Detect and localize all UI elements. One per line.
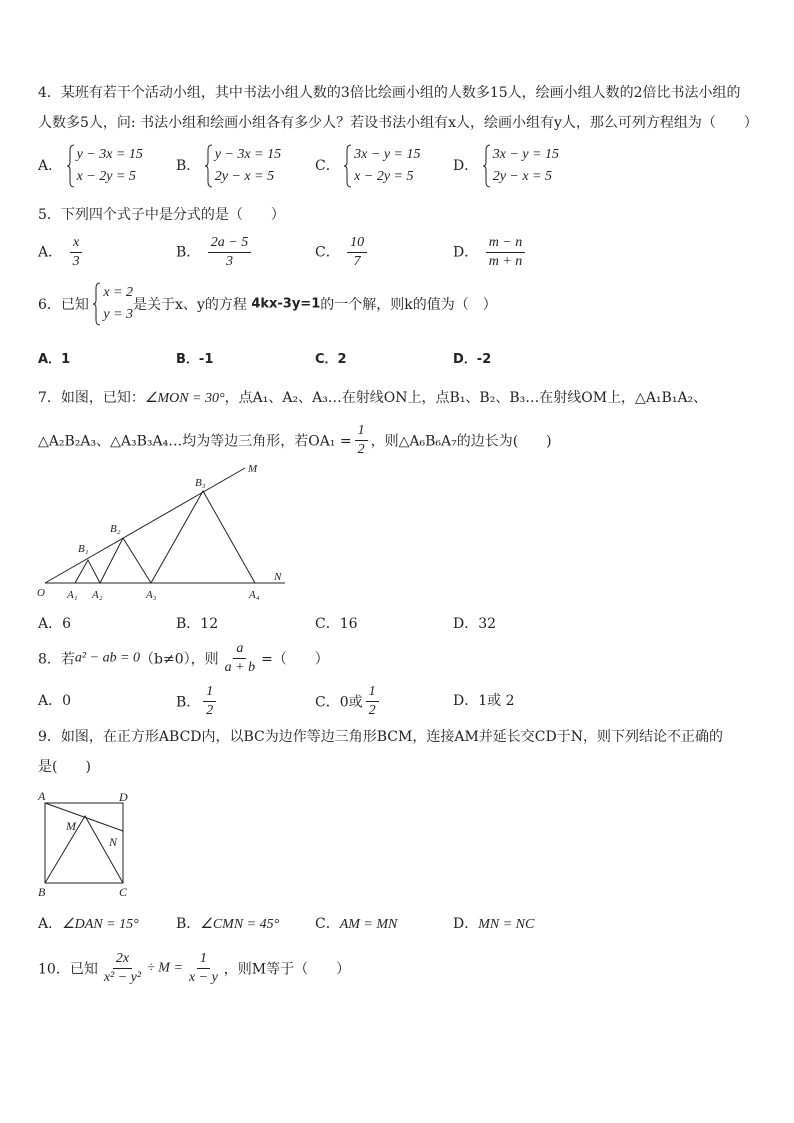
q7-angle: ∠MON = 30° (144, 391, 225, 406)
denominator: 3 (225, 254, 233, 269)
equation-system (344, 144, 420, 188)
option-value: ∠DAN = 15° (62, 917, 139, 932)
option-label: D． (453, 158, 479, 174)
label-n: N (109, 835, 118, 849)
q9-option-a[interactable] (38, 913, 139, 933)
option-label: A． (38, 244, 63, 261)
option-label: A． (38, 916, 63, 932)
denominator: 2 (206, 703, 214, 718)
label-m: M (66, 819, 76, 833)
q7-text-line2 (38, 422, 552, 459)
option-label: D． (453, 244, 479, 261)
option-label: C． (315, 244, 340, 261)
q7-prefix: 7．如图，已知： (38, 390, 145, 406)
numerator: 1 (197, 950, 210, 969)
q10-suffix: ，则M等于（ ） (223, 961, 351, 978)
q4-option-c[interactable] (315, 144, 421, 188)
fraction (70, 234, 83, 271)
q9-option-c[interactable] (315, 913, 397, 933)
q9-option-b[interactable] (176, 913, 279, 933)
q8-condition-rest: （b≠0），则 (140, 651, 219, 668)
label-a4: A₄ (249, 589, 260, 601)
q7-line2-suffix: ，则△A₆B₆A₇的边长为( ) (370, 433, 552, 450)
equation-1: y − 3x = 15 (76, 147, 143, 162)
numerator: 2x (113, 950, 132, 969)
q7-option-b[interactable] (176, 613, 218, 633)
q5-option-a[interactable] (38, 234, 86, 271)
fraction (203, 683, 216, 720)
option-label: C． (315, 916, 340, 932)
q10-operator: ÷ M = (147, 960, 183, 976)
q7-text-line1 (38, 385, 707, 412)
option-value: ∠CMN = 45° (200, 917, 280, 932)
fraction (347, 234, 367, 271)
option-value: 12 (200, 616, 219, 632)
brace-icon (67, 144, 75, 188)
option-label: A． (38, 616, 63, 632)
equation-system (67, 144, 143, 188)
q9-figure (30, 786, 140, 900)
denominator: 2 (368, 703, 376, 718)
equation-2: x − 2y = 5 (354, 169, 414, 184)
equation-system (483, 144, 559, 188)
label-a1: A₁ (67, 589, 78, 601)
option-label: A． (38, 158, 63, 174)
q4-option-b[interactable] (176, 144, 281, 188)
brace-icon (483, 144, 491, 188)
option-label: C． (315, 352, 338, 367)
q7-figure (30, 460, 300, 605)
label-c: C (119, 885, 128, 899)
brace-icon (344, 144, 352, 188)
q6-option-a[interactable] (38, 348, 70, 367)
q6-text (38, 282, 497, 326)
option-value: 2 (337, 352, 347, 367)
brace-icon (93, 282, 101, 326)
option-value: 0或 (339, 694, 363, 711)
q8-condition: a² − ab = 0 (74, 650, 141, 666)
option-value: 6 (62, 616, 72, 632)
q6-mid: 是关于x、y的方程 (133, 297, 247, 313)
q5-option-b[interactable] (176, 234, 254, 271)
q9-text-line1: 9．如图，在正方形ABCD内，以BC为边作等边三角形BCM，连接AM并延长交CD于N，则下列结论不正确的 (38, 729, 723, 745)
fraction (366, 683, 379, 720)
equation-2: 2y − x = 5 (214, 169, 275, 184)
q5-text: 5．下列四个式子中是分式的是（ ） (38, 207, 285, 223)
fraction-1 (101, 950, 144, 987)
q6-option-c[interactable] (315, 348, 347, 367)
option-label: D． (453, 352, 477, 367)
triangle-bcm (45, 816, 123, 883)
equation-system (93, 282, 133, 326)
option-value: 16 (339, 616, 358, 632)
fraction (486, 234, 526, 271)
q7-option-d[interactable] (453, 613, 496, 633)
q5-option-c[interactable] (315, 234, 370, 271)
fraction (222, 640, 258, 677)
denominator: 3 (72, 254, 80, 269)
equation-system (205, 144, 281, 188)
numerator: 1 (203, 683, 216, 702)
q10-text (38, 950, 350, 987)
denominator: x² − y² (103, 970, 142, 985)
numerator: a (233, 640, 246, 659)
label-n: N (274, 571, 282, 583)
label-d: D (119, 790, 128, 804)
q5-option-d[interactable] (453, 234, 528, 271)
option-label: B． (176, 916, 201, 932)
numerator: 1 (366, 683, 379, 702)
q7-option-c[interactable] (315, 613, 358, 633)
equation-2: 2y − x = 5 (492, 169, 553, 184)
option-label: B． (176, 352, 199, 367)
label-b: B (38, 885, 46, 899)
q8-option-b[interactable] (176, 683, 219, 720)
q4-text-line2: 人数多5人，问: 书法小组和绘画小组各有多少人？若设书法小组有x人，绘画小组有y人，那么可列方程组为（ ） (38, 115, 758, 131)
fraction (355, 422, 368, 459)
option-label: D． (453, 616, 479, 632)
q4-option-d[interactable] (453, 144, 559, 188)
numerator: 1 (355, 422, 368, 441)
q8-text (38, 640, 329, 677)
numerator: m − n (486, 234, 526, 253)
equation-1: x = 2 (103, 285, 134, 300)
label-a3: A₃ (146, 589, 157, 601)
line-an (45, 803, 123, 831)
q7-line1-rest: ，点A₁、A₂、A₃…在射线ON上，点B₁、B₂、B₃…在射线OM上，△A₁B₁A₂、 (224, 390, 708, 406)
option-label: C． (315, 694, 340, 711)
option-label: B． (176, 244, 201, 261)
q6-equation: 4kx-3y=1 (251, 296, 321, 312)
fraction (208, 234, 251, 271)
option-label: B． (176, 694, 201, 711)
q6-option-d[interactable] (453, 348, 491, 367)
option-value: AM = MN (339, 917, 398, 932)
label-m: M (248, 463, 258, 475)
q8-option-a[interactable] (38, 690, 71, 710)
q7-line2-prefix: △A₂B₂A₃、△A₃B₃A₄…均为等边三角形，若OA₁ = (38, 433, 352, 450)
option-label: B． (176, 158, 201, 174)
q8-option-c[interactable] (315, 683, 382, 720)
option-label: D． (453, 693, 479, 709)
option-value: 32 (478, 616, 497, 632)
numerator: 2a − 5 (208, 234, 251, 253)
q4-text-line1: 4．某班有若干个活动小组，其中书法小组人数的3倍比绘画小组的人数多15人，绘画小组人数的2倍比书法小组的 (38, 85, 741, 101)
q8-option-d[interactable] (453, 690, 515, 710)
option-value: 1或 2 (478, 693, 515, 709)
label-b3: B₃ (195, 477, 206, 489)
option-value: -2 (476, 352, 492, 367)
equation-1: y − 3x = 15 (214, 147, 282, 162)
denominator: 7 (353, 254, 361, 269)
option-label: A． (38, 693, 63, 709)
option-value: MN = NC (478, 917, 535, 932)
equation-2: x − 2y = 5 (76, 169, 136, 184)
option-label: A． (38, 352, 62, 367)
denominator: m + n (488, 254, 523, 269)
label-a: A (38, 789, 46, 803)
q8-suffix: =（ ） (261, 651, 329, 668)
brace-icon (205, 144, 213, 188)
q7-option-a[interactable] (38, 613, 71, 633)
q4-option-a[interactable] (38, 144, 143, 188)
denominator: x − y (188, 970, 218, 985)
equation-1: 3x − y = 15 (492, 147, 560, 162)
q6-option-b[interactable] (176, 348, 213, 367)
label-a2: A₂ (92, 589, 103, 601)
label-o: O (37, 587, 45, 599)
option-value: 0 (62, 693, 72, 709)
equation-2: y = 3 (103, 307, 134, 322)
option-label: C． (315, 158, 340, 174)
triangle-3 (151, 491, 255, 583)
option-value: 1 (61, 352, 71, 367)
option-label: B． (176, 616, 201, 632)
q8-prefix: 8．若 (38, 651, 75, 668)
denominator: a + b (224, 660, 256, 675)
q6-suffix: 的一个解，则k的值为（ ） (320, 297, 497, 313)
q10-prefix: 10．已知 (38, 961, 98, 978)
ray-om (45, 468, 245, 583)
label-b2: B₂ (110, 523, 121, 535)
option-label: C． (315, 616, 340, 632)
triangle-2 (100, 538, 151, 583)
option-label: D． (453, 916, 479, 932)
numerator: 10 (347, 234, 367, 253)
fraction-2 (186, 950, 221, 987)
numerator: x (70, 234, 82, 253)
q6-prefix: 6．已知 (38, 297, 89, 313)
q9-option-d[interactable] (453, 913, 534, 933)
equation-1: 3x − y = 15 (354, 147, 421, 162)
denominator: 2 (357, 442, 365, 457)
label-b1: B₁ (78, 543, 89, 555)
option-value: -1 (198, 352, 214, 367)
q9-text-line2: 是( ) (38, 759, 91, 775)
